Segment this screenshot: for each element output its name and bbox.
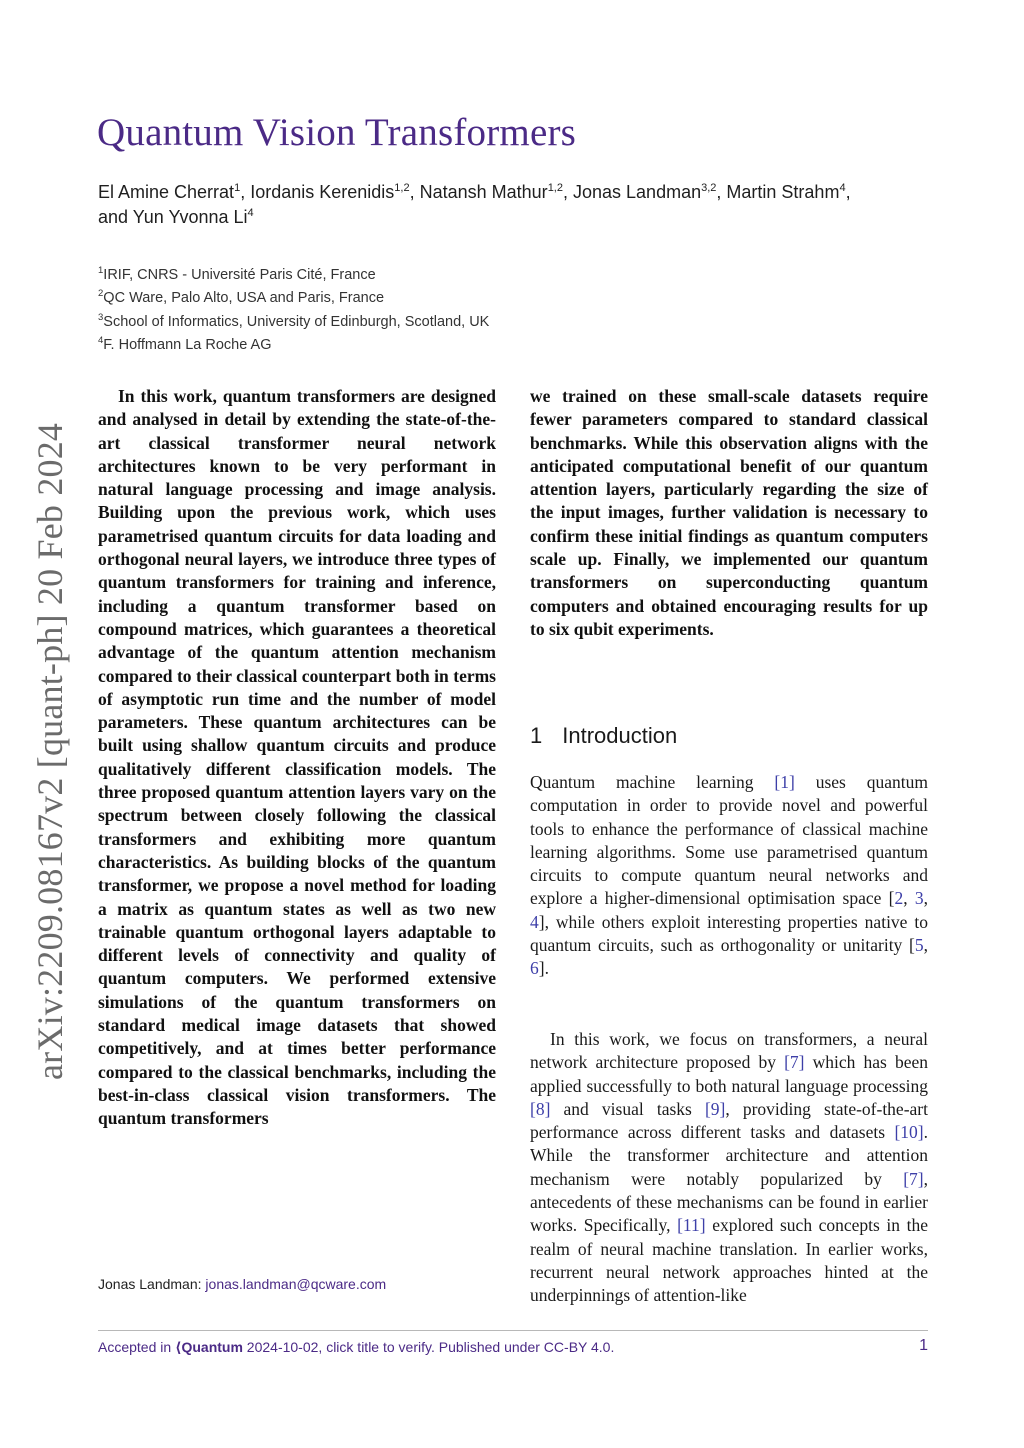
- affiliation-text: IRIF, CNRS - Université Paris Cité, France: [103, 267, 376, 283]
- page-number: 1: [919, 1337, 928, 1354]
- footer-prefix: Accepted in: [98, 1339, 172, 1355]
- quantum-journal-logo: ⟨Quantum: [175, 1339, 243, 1355]
- affiliation-mark: 1: [98, 265, 104, 277]
- corresponding-author: [98, 1276, 386, 1292]
- citation-link[interactable]: 3: [914, 888, 924, 909]
- citation-link[interactable]: [1]: [774, 772, 795, 792]
- author-name: Iordanis Kerenidis: [250, 182, 395, 202]
- author-name: El Amine Cherrat: [98, 182, 235, 202]
- section-heading: [530, 723, 677, 749]
- affiliation-item: [98, 264, 489, 287]
- footer-rule: [98, 1330, 928, 1331]
- citation-link[interactable]: [9]: [704, 1098, 726, 1119]
- author-name: Martin Strahm: [726, 182, 840, 202]
- citation-link[interactable]: [11]: [677, 1215, 706, 1236]
- affiliation-item: [98, 311, 489, 334]
- affiliation-mark: 2: [98, 288, 104, 300]
- affiliation-item: [98, 334, 489, 357]
- citation-link[interactable]: [10]: [894, 1122, 924, 1143]
- abstract-left-column: In this work, quantum transformers are designed and analysed in detail by extending the state-of-the-art classical transformer neural network architectures known to be very performant in natural language processing and image analysis. Building upon the previous work, which uses parametrised quantum circuits for data loading and orthogonal neural layers, we introduce three types of quantum transformers for training and inference, including a quantum transformer based on compound matrices, which guarantees a theoretical advantage of the quantum attention mechanism compared to their classical counterpart both in terms of asymptotic run time and the number of model parameters. These quantum architectures can be built using shallow quantum circuits and produce qualitatively different classification models. The three proposed quantum attention layers vary on the spectrum between closely following the classical transformers and exhibiting more quantum characteristics. As building blocks of the quantum transformer, we propose a novel method for loading a matrix as quantum states as well as two new trainable quantum orthogonal layers adaptable to different levels of connectivity and quality of quantum computers. We performed extensive simulations of the quantum transformers on standard medical image datasets that showed competitively, and at times better performance compared to the classical benchmarks, including the best-in-class classical vision transformers. The quantum transformers: [98, 386, 496, 1129]
- author-affil-mark: 1: [234, 182, 241, 194]
- author-affil-mark: 4: [247, 207, 254, 219]
- abstract-right-column: we trained on these small-scale datasets require fewer parameters compared to standard classical benchmarks. While this observation aligns with the anticipated computational benefit of our quantum attention layers, particularly regarding the size of the input images, further validation is necessary to confirm these initial findings as quantum computers scale up. Finally, we implemented our quantum transformers on superconducting quantum computers and obtained encouraging results for up to six qubit experiments.: [530, 386, 928, 639]
- paper-title[interactable]: Quantum Vision Transformers: [97, 111, 577, 154]
- author-name: Yun Yvonna Li: [132, 207, 248, 227]
- footer-note[interactable]: [98, 1339, 614, 1356]
- affiliation-text: School of Informatics, University of Edinburgh, Scotland, UK: [103, 313, 490, 330]
- affiliation-mark: 3: [98, 311, 104, 323]
- affiliation-list: [98, 264, 489, 358]
- intro-paragraph-1: Quantum machine learning [1] uses quantum computation in order to provide novel and powerful tools to enhance the performance of classical machine learning algorithms. Some use parametrised quantum circuits to compute quantum neural networks and explore a higher-dimensional optimisation space [2, 3, 4], while others exploit interesting properties native to quantum circuits, such as orthogonality or unitarity [5, 6].: [530, 772, 928, 979]
- affiliation-text: F. Hoffmann La Roche AG: [103, 337, 272, 354]
- section-number: 1: [530, 723, 543, 748]
- affiliation-text: QC Ware, Palo Alto, USA and Paris, France: [103, 290, 385, 307]
- intro-paragraph-2: In this work, we focus on transformers, a neural network architecture proposed by [7] which has been applied successfully to both natural language processing [8] and visual tasks [9], providing state-of-the-art performance across different tasks and datasets [10]. While the transformer architecture and attention mechanism were notably popularized by [7], antecedents of these mechanisms can be found in earlier works. Specifically, [11] explored such concepts in the realm of neural machine translation. In earlier works, recurrent neural network approaches hinted at the underpinnings of attention-like: [530, 1029, 928, 1306]
- author-affil-mark: 1,2: [394, 182, 410, 194]
- affiliation-mark: 4: [98, 335, 104, 347]
- email-label: Jonas Landman:: [98, 1276, 202, 1292]
- citation-link[interactable]: [7]: [784, 1052, 805, 1073]
- citation-link[interactable]: 2: [894, 888, 904, 909]
- author-name: Natansh Mathur: [419, 182, 548, 202]
- author-affil-mark: 4: [839, 182, 846, 194]
- author-conjunction: and: [98, 207, 129, 227]
- citation-link[interactable]: 6: [530, 958, 539, 979]
- arxiv-identifier: arXiv:2209.08167v2 [quant-ph] 20 Feb 2024: [30, 422, 70, 1080]
- email-link[interactable]: jonas.landman@qcware.com: [205, 1276, 387, 1292]
- author-name: Jonas Landman: [573, 182, 702, 202]
- citation-link[interactable]: 5: [914, 935, 924, 956]
- affiliation-item: [98, 287, 489, 310]
- citation-link[interactable]: [8]: [530, 1098, 551, 1119]
- author-list: El Amine Cherrat$^1$, Iordanis Kerenidis$^{1,2}$, Natansh Mathur$^{1,2}$, Jonas Landman$^{3,2}$, Martin Strahm$^4$, and Yun Yvonna Li$^4$: [98, 182, 851, 227]
- citation-link[interactable]: 4: [530, 911, 539, 932]
- author-affil-mark: 1,2: [547, 182, 563, 194]
- citation-link[interactable]: [7]: [903, 1168, 924, 1189]
- section-title: Introduction: [562, 723, 678, 748]
- author-affil-mark: 3,2: [701, 182, 717, 194]
- footer-suffix: 2024-10-02, click title to verify. Published under CC-BY 4.0.: [246, 1339, 615, 1355]
